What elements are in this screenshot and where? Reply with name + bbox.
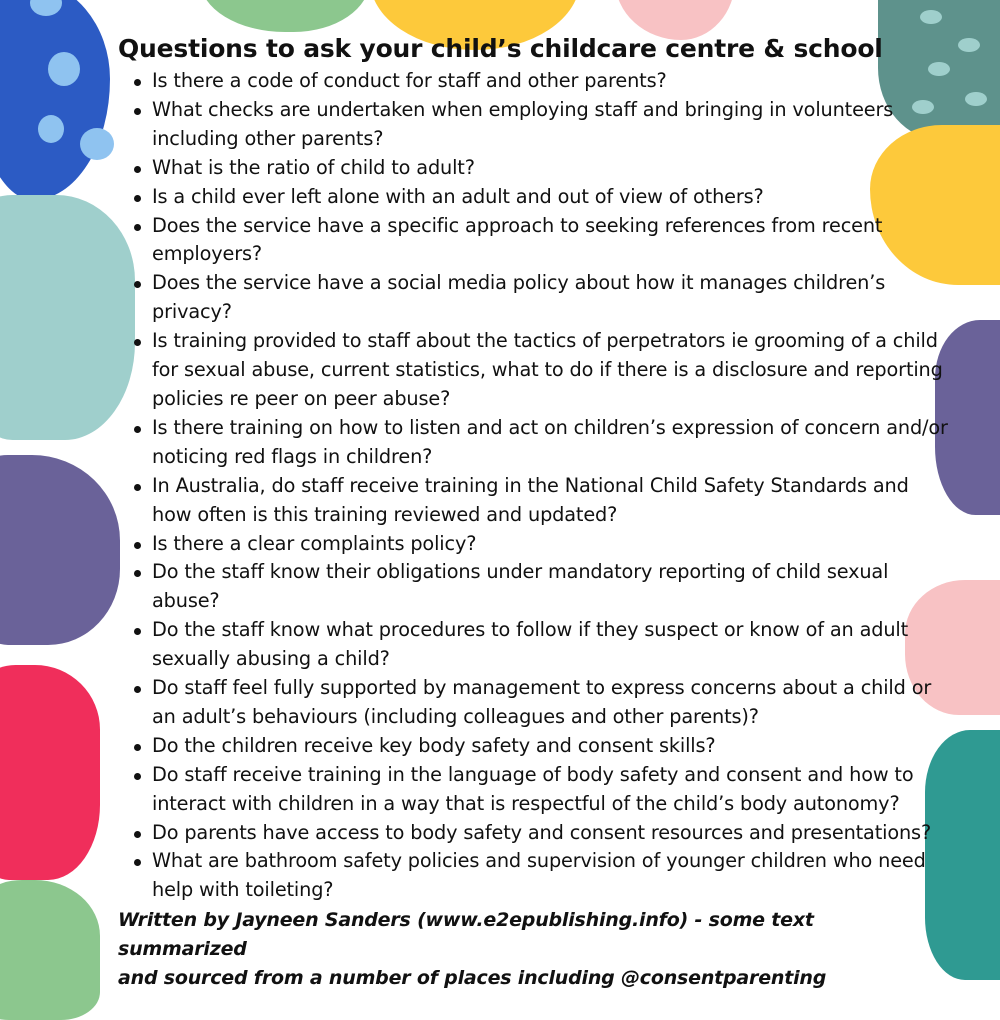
credit-line-2: and sourced from a number of places including @consentparenting xyxy=(118,967,827,990)
list-item: Is a child ever left alone with an adult and out of view of others? xyxy=(134,183,948,212)
list-item: Do the children receive key body safety and consent skills? xyxy=(134,732,948,761)
list-item: What is the ratio of child to adult? xyxy=(134,154,948,183)
aqua-dot-decoration xyxy=(920,10,942,24)
list-item: Is there training on how to listen and act on children’s expression of concern and/or noticing red flags in children? xyxy=(134,414,948,472)
purple-blob-decoration xyxy=(0,455,120,645)
list-item: Does the service have a specific approach to seeking references from recent employers? xyxy=(134,212,948,270)
aqua-dot-decoration xyxy=(958,38,980,52)
list-item: Does the service have a social media policy about how it manages children’s privacy? xyxy=(134,269,948,327)
light-blue-dot-decoration xyxy=(38,115,64,143)
aqua-dot-decoration xyxy=(965,92,987,106)
list-item: In Australia, do staff receive training in the National Child Safety Standards and how often is this training reviewed and updated? xyxy=(134,472,948,530)
author-credit xyxy=(118,906,948,993)
list-item: Is there a code of conduct for staff and other parents? xyxy=(134,67,948,96)
list-item: Is there a clear complaints policy? xyxy=(134,530,948,559)
list-item: Do the staff know their obligations under mandatory reporting of child sexual abuse? xyxy=(134,558,948,616)
list-item: What checks are undertaken when employing staff and bringing in volunteers including other parents? xyxy=(134,96,948,154)
list-item: Do staff receive training in the language of body safety and consent and how to interact with children in a way that is respectful of the child’s body autonomy? xyxy=(134,761,948,819)
green-top-blob-decoration xyxy=(200,0,370,32)
content-panel xyxy=(118,34,948,993)
aqua-blob-decoration xyxy=(0,195,135,440)
list-item: What are bathroom safety policies and supervision of younger children who need help with toileting? xyxy=(134,847,948,905)
questions-list xyxy=(118,67,948,905)
page-title: Questions to ask your child’s childcare centre & school xyxy=(118,34,883,63)
list-item: Do staff feel fully supported by management to express concerns about a child or an adult’s behaviours (including colleagues and other parents)? xyxy=(134,674,948,732)
list-item: Is training provided to staff about the tactics of perpetrators ie grooming of a child for sexual abuse, current statistics, what to do if there is a disclosure and reporting policies re peer on peer abuse? xyxy=(134,327,948,414)
red-blob-decoration xyxy=(0,665,100,880)
credit-line-1: Written by Jayneen Sanders (www.e2epublishing.info) - some text summarized xyxy=(118,909,814,961)
green-blob-decoration xyxy=(0,880,100,1020)
light-blue-dot-decoration xyxy=(80,128,114,160)
light-blue-dot-decoration xyxy=(48,52,80,86)
blue-blob-decoration xyxy=(0,0,110,200)
list-item: Do parents have access to body safety and consent resources and presentations? xyxy=(134,819,948,848)
list-item: Do the staff know what procedures to follow if they suspect or know of an adult sexually abusing a child? xyxy=(134,616,948,674)
